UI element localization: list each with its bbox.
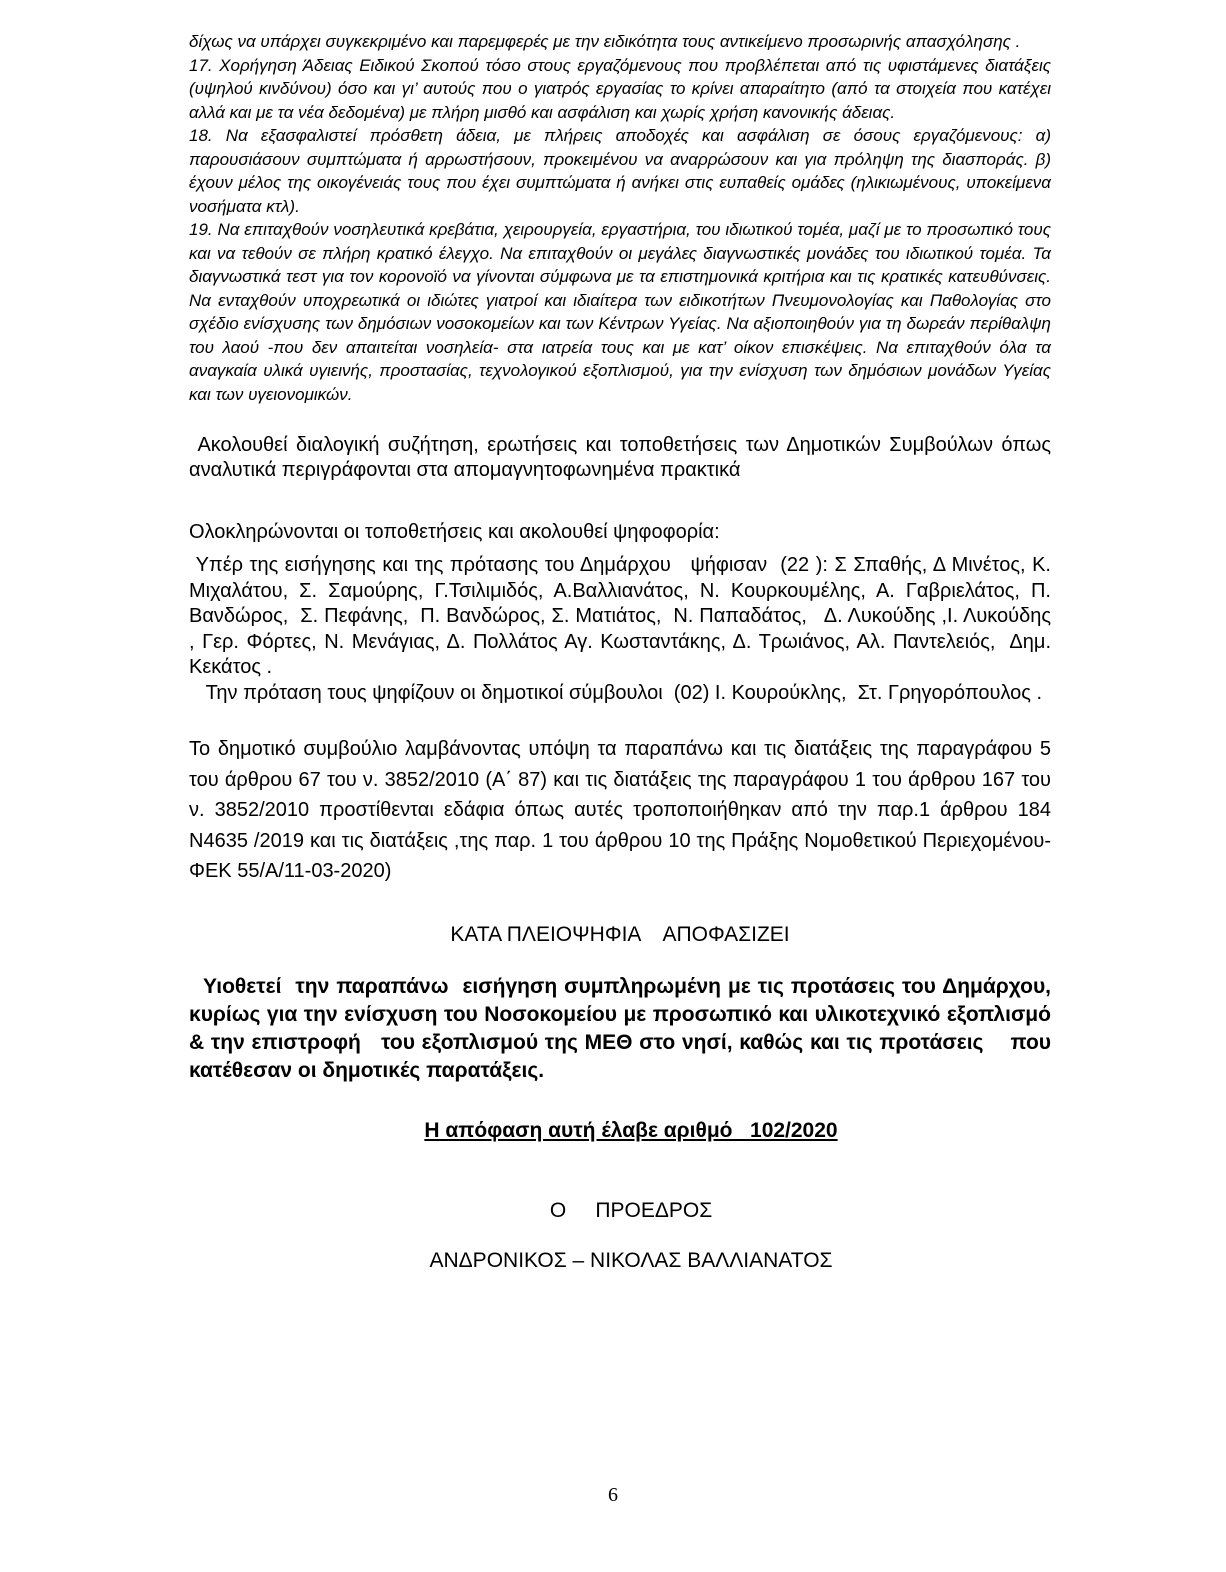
proposals-list [189,30,1051,406]
signature-title: Ο ΠΡΟΕΔΡΟΣ [549,1198,713,1222]
vote-for-paragraph: Υπέρ της εισήγησης και της πρότασης του Δημάρχου ψήφισαν (22 ): Σ Σπαθής, Δ Μινέτος, Κ. Μιχαλάτου, Σ. Σαμούρης, Γ.Τσιλιμιδός, Α.Βαλλιανάτος, Ν. Κουρκουμέλης, Α. Γαβριελάτος, Π. Βανδώρος, Σ. Πεφάνης, Π. Βανδώρος, Σ. Ματιάτος, Ν. Παπαδάτος, Δ. Λυκούδης ,Ι. Λυκούδης , Γερ. Φόρτες, Ν. Μενάγιας, Δ. Πολλάτος Αγ. Κωσταντάκης, Δ. Τρωιάνος, Αλ. Παντελειός, Δημ. Κεκάτος . [189,554,1057,678]
decision-paragraph: Υιοθετεί την παραπάνω εισήγηση συμπληρωμένη με τις προτάσεις του Δημάρχου, κυρίως για την ενίσχυση του Νοσοκομείου με προσωπικό και υλικοτεχνικό εξοπλισμό & την επιστροφή του εξοπλισμού της ΜΕΘ στο νησί, καθώς και τις προτάσεις που κατέθεσαν οι δημοτικές παρατάξεις. [189,974,1057,1082]
decision-number: Η απόφαση αυτή έλαβε αριθμό 102/2020 [424,1118,838,1142]
discussion-section [189,433,1057,483]
decision-heading: ΚΑΤΑ ΠΛΕΙΟΨΗΦΙΑ ΑΠΟΦΑΣΙΖΕΙ [450,922,790,946]
document-page [189,30,1057,1273]
council-section [189,734,1051,887]
signature-name: ΑΝΔΡΟΝΙΚΟΣ – ΝΙΚΟΛΑΣ ΒΑΛΛΙΑΝΑΤΟΣ [429,1248,833,1272]
vote-section [189,520,1057,706]
proposal-18: 18. Να εξασφαλιστεί πρόσθετη άδεια, με πλήρεις αποδοχές και ασφάλιση σε όσους εργαζόμενους: α) παρουσιάσουν συμπτώματα ή αρρωστήσουν, προκειμένου να αναρρώσουν και για πρόληψη της διασποράς. β) έχουν μέλος της οικογένειάς τους που έχει συμπτώματα ή ανήκει στις ευπαθείς ομάδες (ηλικιωμένους, υποκείμενα νοσήματα κτλ). [189,126,1051,216]
vote-intro: Ολοκληρώνονται οι τοποθετήσεις και ακολουθεί ψηφοφορία: [189,521,720,543]
proposal-19: 19. Να επιταχθούν νοσηλευτικά κρεβάτια, χειρουργεία, εργαστήρια, του ιδιωτικού τομέα, μαζί με το προσωπικό τους και να τεθούν σε πλήρη κρατικό έλεγχο. Να επιταχθούν οι μεγάλες διαγνωστικές μονάδες του ιδιωτικού τομέα. Τα διαγνωστικά τεστ για τον κορονοϊό να γίνονται σύμφωνα με τα επιστημονικά κριτήρια και τις κρατικές κατευθύνσεις. Να ενταχθούν υποχρεωτικά οι ιδιώτες γιατροί και ιδιαίτερα των ειδικοτήτων Πνευμονολογίας και Παθολογίας στο σχέδιο ενίσχυσης των δημόσιων νοσοκομείων και των Κέντρων Υγείας. Να αξιοποιηθούν για τη δωρεάν περίθαλψη του λαού -που δεν απαιτείται νοσηλεία- στα ιατρεία τους και με κατ’ οίκον επισκέψεις. Να επιταχθούν όλα τα αναγκαία υλικά υγιεινής, προστασίας, τεχνολογικού εξοπλισμού, για την ενίσχυση των δημόσιων μονάδων Υγείας και των υγειονομικών. [189,220,1051,404]
discussion-paragraph: Ακολουθεί διαλογική συζήτηση, ερωτήσεις και τοποθετήσεις των Δημοτικών Συμβούλων όπως αναλυτικά περιγράφονται στα απομαγνητοφωνημένα πρακτικά [189,434,1057,481]
vote-against-paragraph: Την πρόταση τους ψηφίζουν οι δημοτικοί σύμβουλοι (02) Ι. Κουρούκλης, Στ. Γρηγορόπουλος . [189,681,1043,704]
page-number: 6 [608,1484,618,1506]
proposal-17: 17. Χορήγηση Άδειας Ειδικού Σκοπού τόσο στους εργαζόμενους που προβλέπεται από τις υφιστάμενες διατάξεις (υψηλού κινδύνου) όσο και γι’ αυτούς που ο γιατρός εργασίας το κρίνει απαραίτητο (από τα στοιχεία που κατέχει αλλά και με τα νέα δεδομένα) με πλήρη μισθό και ασφάλιση και χωρίς χρήση κανονικής άδειας. [189,55,1051,122]
council-paragraph: Το δημοτικό συμβούλιο λαμβάνοντας υπόψη τα παραπάνω και τις διατάξεις της παραγράφου 5 του άρθρου 67 του ν. 3852/2010 (Α΄ 87) και τις διατάξεις της παραγράφου 1 του άρθρου 167 του ν. 3852/2010 προστίθενται εδάφια όπως αυτές τροποποιήθηκαν από την παρ.1 άρθρου 184 Ν4635 /2019 και τις διατάξεις ,της παρ. 1 του άρθρου 10 της Πράξης Νομοθετικού Περιεχομένου- ΦΕΚ 55/Α/11-03-2020) [189,738,1051,882]
proposal-continuation: δίχως να υπάρχει συγκεκριμένο και παρεμφερές με την ειδικότητα τους αντικείμενο προσωρινής απασχόλησης . [189,32,1021,51]
